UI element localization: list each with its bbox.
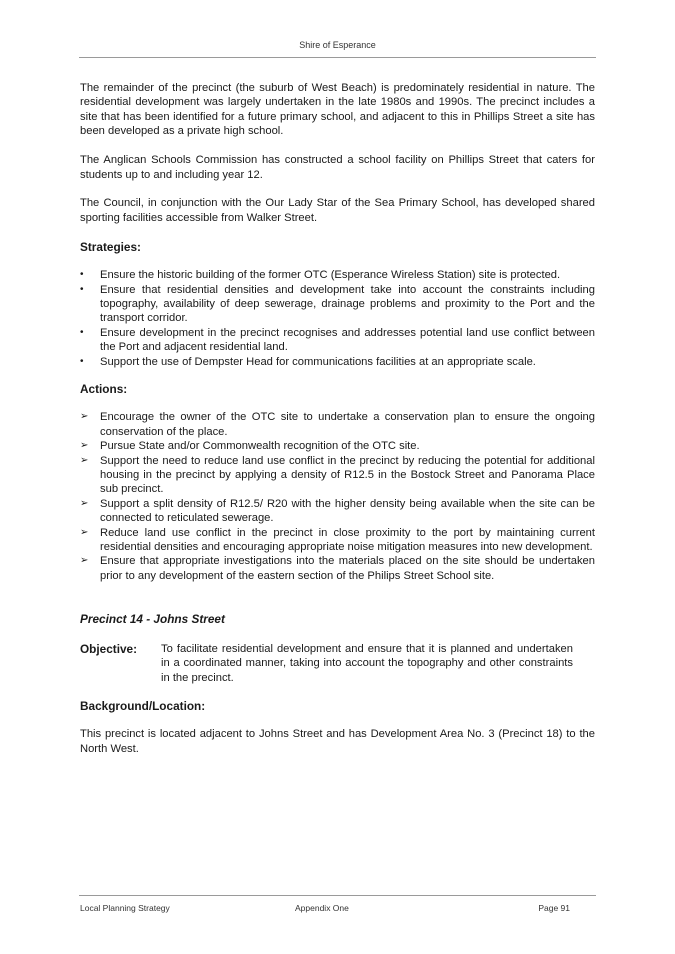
bullet-icon: • [80, 269, 84, 281]
actions-list [80, 410, 595, 583]
objective-text: To facilitate residential development and ensure that it is planned and undertaken in a coordinated manner, taking into account the topography and other constraints in the precinct. [161, 642, 573, 684]
list-item-text: Ensure the historic building of the former OTC (Esperance Wireless Station) site is protected. [100, 269, 561, 282]
list-item [80, 268, 595, 282]
arrow-bullet-icon: ➢ [80, 454, 89, 466]
list-item [80, 554, 595, 583]
paragraph: The remainder of the precinct (the suburb of West Beach) is predominately residential in nature. The residential development was largely undertaken in the late 1980s and 1990s. The precinct includes a site that has been identified for a future primary school, and adjacent to this in Phillips Street a site has been developed as a private high school. [80, 82, 595, 138]
page-body [80, 81, 595, 756]
footer-section: Appendix One [295, 903, 349, 913]
background-text: This precinct is located adjacent to Johns Street and has Development Area No. 3 (Precinct 18) to the North West. [80, 728, 595, 755]
arrow-bullet-icon: ➢ [80, 440, 89, 452]
bullet-icon: • [80, 355, 84, 367]
list-item-text: Ensure that residential densities and development take into account the constraints including topography, availability of deep sewerage, drainage problems and proximity to the Port and the transport corridor. [100, 283, 595, 325]
background-heading: Background/Location: [80, 698, 206, 713]
list-item [80, 454, 595, 497]
list-item-text: Ensure development in the precinct recognises and addresses potential land use conflict between the Port and adjacent residential land. [100, 326, 595, 354]
list-item [80, 326, 595, 355]
objective-block [80, 642, 595, 685]
strategies-heading: Strategies: [80, 239, 141, 254]
list-item-text: Reduce land use conflict in the precinct in close proximity to the port by maintaining current residential densities and encouraging appropriate noise mitigation measures into new development. [100, 526, 595, 554]
paragraph: The Council, in conjunction with the Our Lady Star of the Sea Primary School, has developed shared sporting facilities accessible from Walker Street. [80, 197, 595, 224]
arrow-bullet-icon: ➢ [80, 497, 89, 509]
list-item-text: Support the use of Dempster Head for communications facilities at an appropriate scale. [100, 355, 536, 368]
list-item-text: Ensure that appropriate investigations into the materials placed on the site should be undertaken prior to any development of the eastern section of the Philips Street School site. [100, 555, 595, 582]
strategies-list [80, 268, 595, 369]
list-item [80, 355, 595, 369]
paragraph: The Anglican Schools Commission has constructed a school facility on Phillips Street that caters for students up to and including year 12. [80, 154, 595, 181]
list-item-text: Support the need to reduce land use conflict in the precinct by reducing the potential for additional housing in the precinct by applying a density of R12.5 in the Bostock Street and Panorama Place sub precinct. [100, 454, 595, 496]
bullet-icon: • [80, 283, 84, 295]
list-item [80, 526, 595, 555]
actions-heading: Actions: [80, 382, 128, 396]
list-item [80, 497, 595, 526]
arrow-bullet-icon: ➢ [80, 555, 89, 567]
page-number: Page 91 [538, 903, 570, 913]
list-item [80, 410, 595, 439]
arrow-bullet-icon: ➢ [80, 411, 89, 423]
footer-rule [79, 895, 596, 896]
list-item-text: Support a split density of R12.5/ R20 with the higher density being available when the site can be connected to reticulated sewerage. [100, 497, 595, 525]
list-item-text: Encourage the owner of the OTC site to undertake a conservation plan to ensure the ongoing conservation of the place. [100, 411, 595, 438]
arrow-bullet-icon: ➢ [80, 526, 89, 538]
page-header: Shire of Esperance [299, 40, 376, 50]
footer-document-title: Local Planning Strategy [80, 903, 170, 913]
objective-label: Objective: [80, 641, 138, 656]
header-rule [79, 57, 596, 58]
list-item-text: Pursue State and/or Commonwealth recognition of the OTC site. [100, 440, 420, 453]
bullet-icon: • [80, 326, 84, 338]
precinct-heading: Precinct 14 - Johns Street [80, 612, 225, 627]
list-item [80, 439, 595, 453]
list-item [80, 283, 595, 326]
